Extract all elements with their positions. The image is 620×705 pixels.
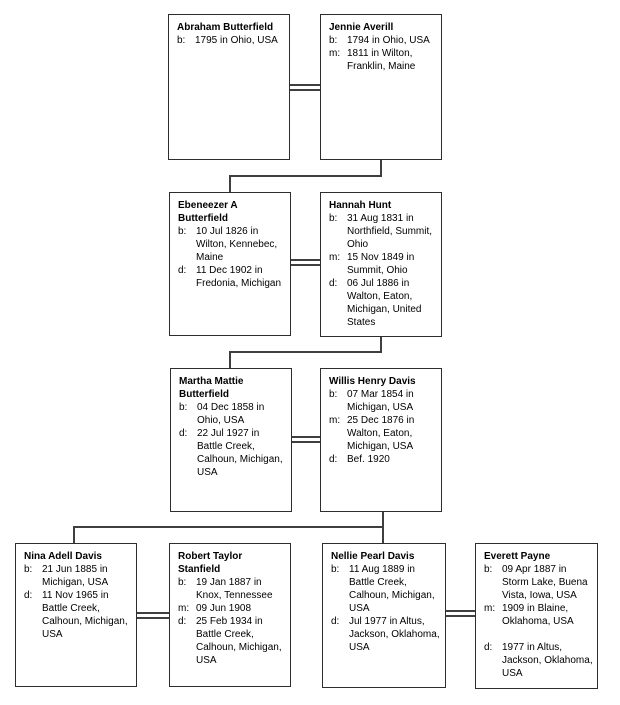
person-box-jennie-averill[interactable] <box>320 14 442 160</box>
event-label: b: <box>331 564 340 575</box>
marriage-connector-ebeneezer-hannah <box>291 259 320 266</box>
life-event-death <box>331 615 441 654</box>
event-text: 21 Jun 1885 in Michigan, USA <box>42 564 109 588</box>
event-text: 09 Jun 1908 <box>196 603 252 614</box>
person-box-everett-payne[interactable] <box>475 543 598 689</box>
event-text: 11 Nov 1965 in Battle Creek, Calhoun, Michigan, USA <box>42 590 128 640</box>
event-label: m: <box>329 252 341 263</box>
life-event-death <box>178 264 286 290</box>
event-label: d: <box>178 265 187 276</box>
descent-line-drop-ebeneezer <box>229 175 231 192</box>
life-event-birth <box>329 212 437 251</box>
person-name: Hannah Hunt <box>329 200 392 211</box>
event-label: b: <box>178 226 187 237</box>
event-text: 09 Apr 1887 in Storm Lake, Buena Vista, Iowa, USA <box>502 564 588 601</box>
event-text: 06 Jul 1886 in Walton, Eaton, Michigan, United States <box>347 278 422 328</box>
life-event-birth <box>178 576 286 602</box>
event-text: 31 Aug 1831 in Northfield, Summit, Ohio <box>347 213 433 250</box>
person-name: Abraham Butterfield <box>177 22 274 33</box>
event-text: Jul 1977 in Altus, Jackson, Oklahoma, USA <box>349 616 440 653</box>
person-name: Robert Taylor Stanfield <box>178 551 243 575</box>
descent-line-drop-martha <box>229 351 231 368</box>
event-text: 19 Jan 1887 in Knox, Tennessee <box>196 577 273 601</box>
person-box-nina-adell-davis[interactable] <box>15 543 137 687</box>
marriage-connector-nellie-everett <box>446 610 475 617</box>
life-event-birth <box>179 401 287 427</box>
event-text: 15 Nov 1849 in Summit, Ohio <box>347 252 415 276</box>
event-label: d: <box>24 590 33 601</box>
event-text: 04 Dec 1858 in Ohio, USA <box>197 402 265 426</box>
life-event-death <box>329 277 437 329</box>
life-event-death <box>178 615 286 667</box>
person-name: Everett Payne <box>484 551 551 562</box>
person-box-robert-taylor-stanfield[interactable] <box>169 543 291 687</box>
person-name: Martha Mattie Butterfield <box>179 376 244 400</box>
descent-line-across-gen1 <box>229 175 382 177</box>
life-event-birth <box>331 563 441 615</box>
life-event-birth <box>177 34 285 47</box>
event-label: b: <box>329 389 338 400</box>
life-event-birth <box>329 34 437 47</box>
life-event-death <box>179 427 287 479</box>
event-label: d: <box>329 454 338 465</box>
person-box-martha-mattie-butterfield[interactable] <box>170 368 292 512</box>
event-text: 1909 in Blaine, Oklahoma, USA <box>502 603 574 627</box>
event-label: b: <box>329 35 338 46</box>
event-label: b: <box>484 564 493 575</box>
life-event-birth <box>178 225 286 264</box>
person-box-abraham-butterfield[interactable] <box>168 14 290 160</box>
event-text: 1811 in Wilton, Franklin, Maine <box>347 48 416 72</box>
event-label: b: <box>179 402 188 413</box>
event-label: b: <box>177 35 186 46</box>
event-text: 22 Jul 1927 in Battle Creek, Calhoun, Michigan, USA <box>197 428 283 478</box>
person-name: Willis Henry Davis <box>329 376 416 387</box>
event-label: b: <box>329 213 338 224</box>
person-box-willis-henry-davis[interactable] <box>320 368 442 512</box>
event-label: b: <box>178 577 187 588</box>
event-label: d: <box>484 642 493 653</box>
descent-line-drop-nina <box>73 526 75 543</box>
event-text: 1795 in Ohio, USA <box>195 35 278 46</box>
event-label: m: <box>329 415 341 426</box>
person-box-nellie-pearl-davis[interactable] <box>322 543 446 688</box>
event-text: Bef. 1920 <box>347 454 390 465</box>
descent-line-across-gen2 <box>229 351 382 353</box>
life-event-marriage <box>329 414 437 453</box>
event-label: m: <box>484 603 496 614</box>
life-event-death <box>329 453 437 466</box>
person-box-ebeneezer-a-butterfield[interactable] <box>169 192 291 336</box>
life-event-birth <box>24 563 132 589</box>
event-text: 1977 in Altus, Jackson, Oklahoma, USA <box>502 642 593 679</box>
event-label: d: <box>329 278 338 289</box>
marriage-connector-nina-robert <box>137 612 169 619</box>
life-event-marriage <box>484 602 593 628</box>
life-event-marriage <box>178 602 286 615</box>
life-event-marriage <box>329 251 437 277</box>
event-text: 10 Jul 1826 in Wilton, Kennebec, Maine <box>196 226 278 263</box>
person-name: Jennie Averill <box>329 22 394 33</box>
event-label: d: <box>178 616 187 627</box>
life-event-birth <box>329 388 437 414</box>
event-text: 25 Dec 1876 in Walton, Eaton, Michigan, USA <box>347 415 415 452</box>
event-text: 11 Dec 1902 in Fredonia, Michigan <box>196 265 282 289</box>
person-name: Ebeneezer A Butterfield <box>178 200 238 224</box>
event-text: 11 Aug 1889 in Battle Creek, Calhoun, Michigan, USA <box>349 564 435 614</box>
person-name: Nina Adell Davis <box>24 551 102 562</box>
person-name: Nellie Pearl Davis <box>331 551 415 562</box>
event-label: m: <box>178 603 190 614</box>
event-text: 07 Mar 1854 in Michigan, USA <box>347 389 414 413</box>
marriage-connector-martha-willis <box>292 436 320 443</box>
event-label: d: <box>331 616 340 627</box>
life-event-death <box>484 641 593 680</box>
event-label: d: <box>179 428 188 439</box>
person-box-hannah-hunt[interactable] <box>320 192 442 337</box>
marriage-connector-abraham-jennie <box>290 84 320 91</box>
descent-line-across-gen3 <box>73 526 384 528</box>
life-event-marriage <box>329 47 437 73</box>
event-text: 25 Feb 1934 in Battle Creek, Calhoun, Michigan, USA <box>196 616 282 666</box>
life-event-death <box>24 589 132 641</box>
event-label: m: <box>329 48 341 59</box>
event-text: 1794 in Ohio, USA <box>347 35 430 46</box>
life-event-birth <box>484 563 593 602</box>
event-label: b: <box>24 564 33 575</box>
